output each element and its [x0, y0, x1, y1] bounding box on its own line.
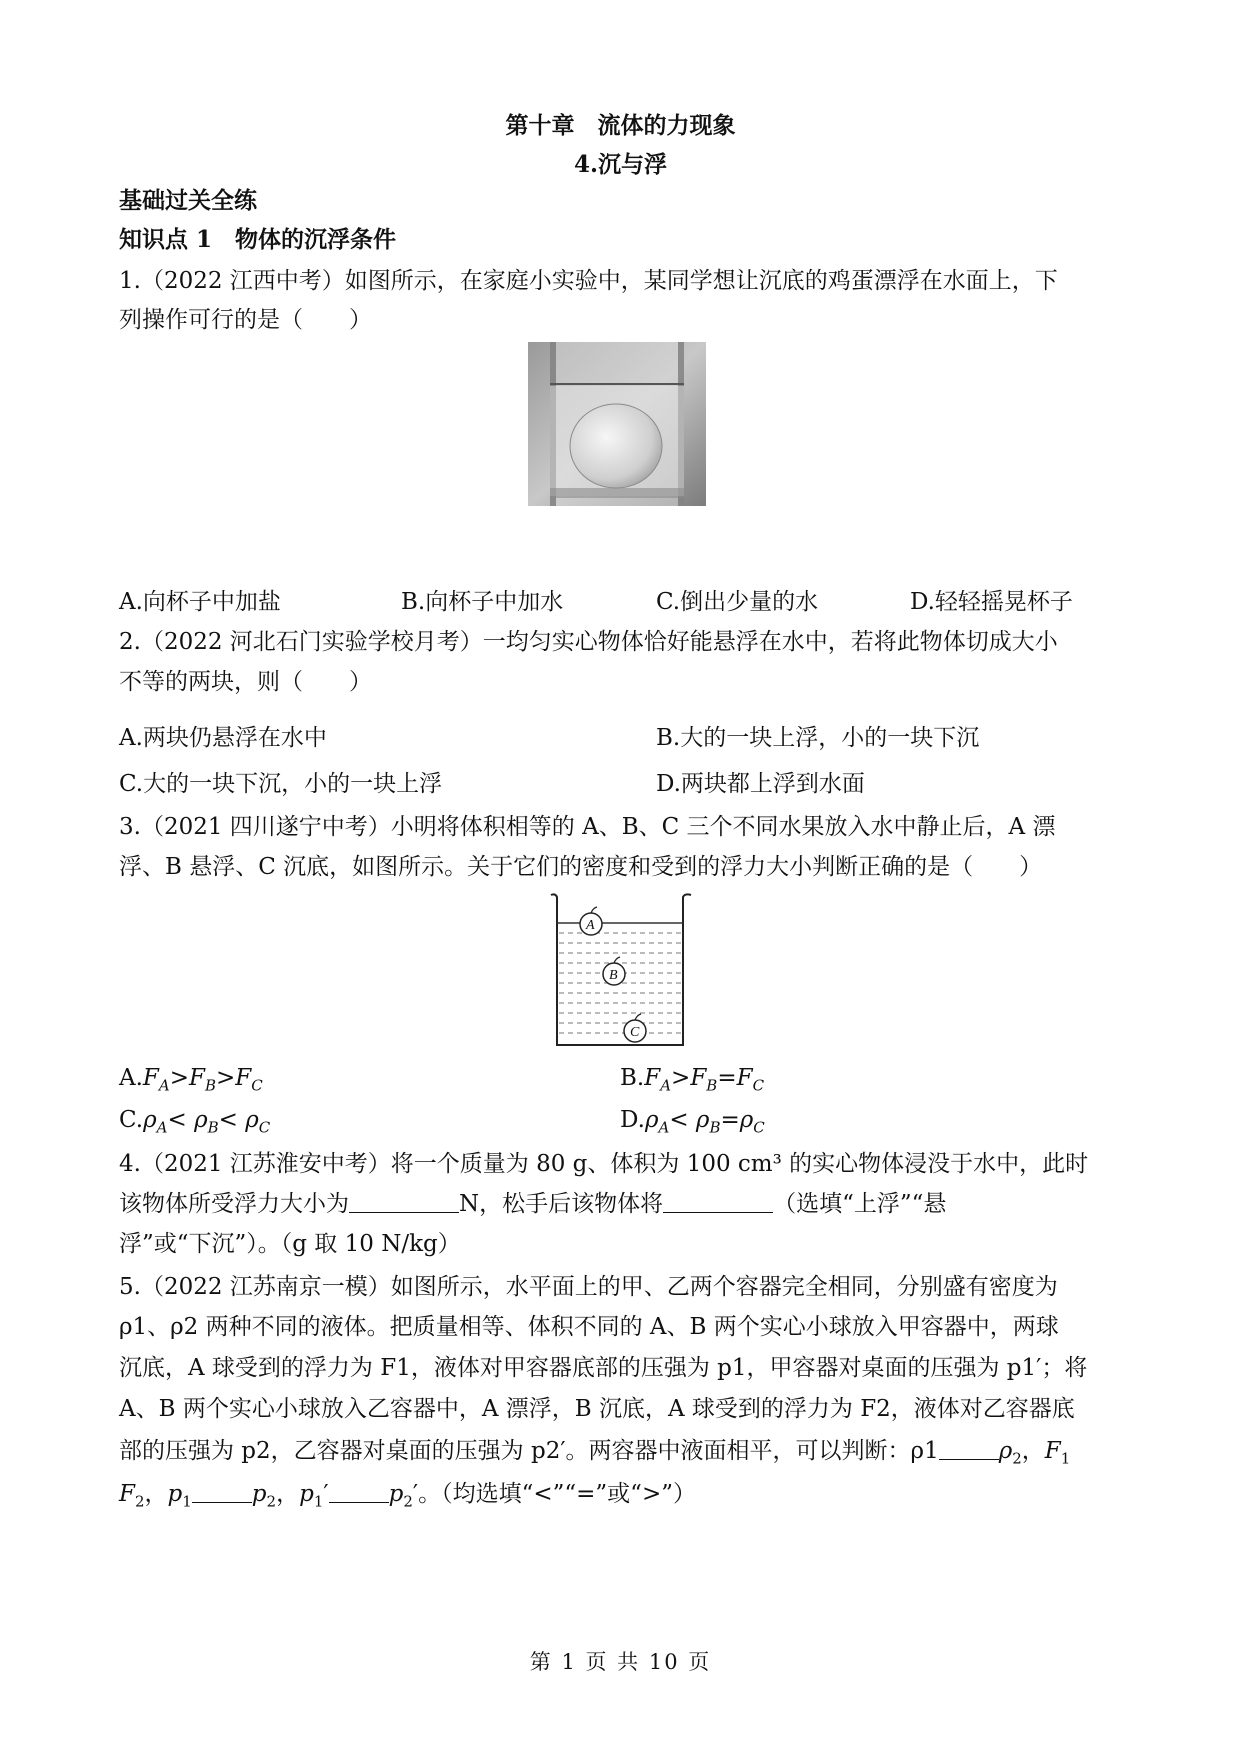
q5-blank-table-pressure[interactable] — [329, 1480, 389, 1503]
q3-option-a: $A.F_A>F_B>F_C$ — [119, 1065, 263, 1095]
q2-option-a: A.两块仍悬浮在水中 — [119, 725, 327, 751]
q2-stem-line1: 2.（2022 河北石门实验学校月考）一均匀实心物体恰好能悬浮在水中，若将此物体切成大小 — [119, 629, 1058, 655]
q2-stem-line2: 不等的两块，则（ ） — [119, 669, 372, 695]
chapter-title: 第十章 流体的力现象 — [505, 112, 736, 139]
fruit-a — [580, 907, 602, 935]
q5-stem-line6: $F_2$，$p_1$ $p_2$，$p_1'$ $p_2'$。（均选填“<”“=”或“>”） — [119, 1481, 696, 1511]
q4-blank-state[interactable] — [663, 1190, 773, 1213]
three-fruits-diagram — [545, 893, 697, 1051]
q2-option-c: C.大的一块下沉，小的一块上浮 — [119, 771, 443, 797]
q4-text-b: N，松手后该物体将 — [459, 1191, 664, 1217]
q5-text-line6: （均选填“<”“=”或“>”） — [441, 1481, 696, 1507]
q1-option-a: A.向杯子中加盐 — [119, 589, 281, 615]
q5-stem-line2: ρ1、ρ2 两种不同的液体。把质量相等、体积不同的 A、B 两个实心小球放入甲容器中，两球 — [119, 1314, 1059, 1340]
q4-stem-line3: 浮”或“下沉”）。（g 取 10 N/kg） — [119, 1231, 461, 1257]
fruit-b-label: B — [609, 968, 618, 983]
q5-blank-pressure[interactable] — [192, 1480, 252, 1503]
q3-option-b: $B.F_A>F_B=F_C$ — [620, 1065, 765, 1095]
q5-stem-line5: 部的压强为 p2，乙容器对桌面的压强为 p2′。两容器中液面相平，可以判断：ρ1 $\rho_2$，$F_1$ — [119, 1438, 1071, 1468]
q5-stem-line1: 5.（2022 江苏南京一模）如图所示，水平面上的甲、乙两个容器完全相同，分别盛有密度为 — [119, 1274, 1058, 1300]
section-title: 基础过关全练 — [119, 187, 257, 214]
knowledge-point-title: 知识点 1 物体的沉浮条件 — [119, 226, 397, 253]
q5-stem-line3: 沉底，A 球受到的浮力为 F1，液体对甲容器底部的压强为 p1，甲容器对桌面的压强为 p1′；将 — [119, 1355, 1088, 1381]
q5-blank-density[interactable] — [939, 1437, 999, 1460]
q1-option-d: D.轻轻摇晃杯子 — [910, 589, 1073, 615]
fruit-c — [624, 1014, 646, 1042]
q2-option-d: D.两块都上浮到水面 — [656, 771, 865, 797]
egg-in-water-photo — [528, 342, 706, 506]
q5-stem-line4: A、B 两个实心小球放入乙容器中，A 漂浮，B 沉底，A 球受到的浮力为 F2，液体对乙容器底 — [119, 1396, 1075, 1422]
q5-text-line5: 部的压强为 p2，乙容器对桌面的压强为 p2′。两容器中液面相平，可以判断：ρ1 — [119, 1438, 939, 1464]
q1-stem-line1: 1.（2022 江西中考）如图所示，在家庭小实验中，某同学想让沉底的鸡蛋漂浮在水面上，下 — [119, 268, 1058, 294]
q1-stem-line2: 列操作可行的是（ ） — [119, 307, 372, 333]
q3-option-c: $C.\rho_A< \rho_B< \rho_C$ — [119, 1107, 271, 1137]
q4-stem-line1: 4.（2021 江苏淮安中考）将一个质量为 80 g、体积为 100 cm³ 的实心物体浸没于水中，此时 — [119, 1151, 1089, 1177]
lesson-title: 4.沉与浮 — [573, 151, 667, 178]
q3-stem-line2: 浮、B 悬浮、C 沉底，如图所示。关于它们的密度和受到的浮力大小判断正确的是（ ） — [119, 854, 1043, 880]
q2-option-b: B.大的一块上浮，小的一块下沉 — [656, 725, 980, 751]
q3-option-d: $D.\rho_A< \rho_B=\rho_C$ — [620, 1107, 765, 1137]
page-footer: 第 1 页 共 10 页 — [529, 1650, 712, 1674]
q4-text-a: 该物体所受浮力大小为 — [119, 1191, 349, 1217]
q4-stem-line2 — [119, 1189, 1124, 1219]
fruit-c-label: C — [630, 1025, 640, 1040]
fruit-a-label: A — [586, 918, 595, 933]
q4-blank-buoyancy[interactable] — [349, 1190, 459, 1213]
fruit-b — [603, 957, 625, 985]
q1-option-b: B.向杯子中加水 — [401, 589, 564, 615]
q4-text-c: （选填“上浮”“悬 — [773, 1191, 947, 1217]
q3-stem-line1: 3.（2021 四川遂宁中考）小明将体积相等的 A、B、C 三个不同水果放入水中静止后，A 漂 — [119, 814, 1056, 840]
q1-option-c: C.倒出少量的水 — [656, 589, 819, 615]
